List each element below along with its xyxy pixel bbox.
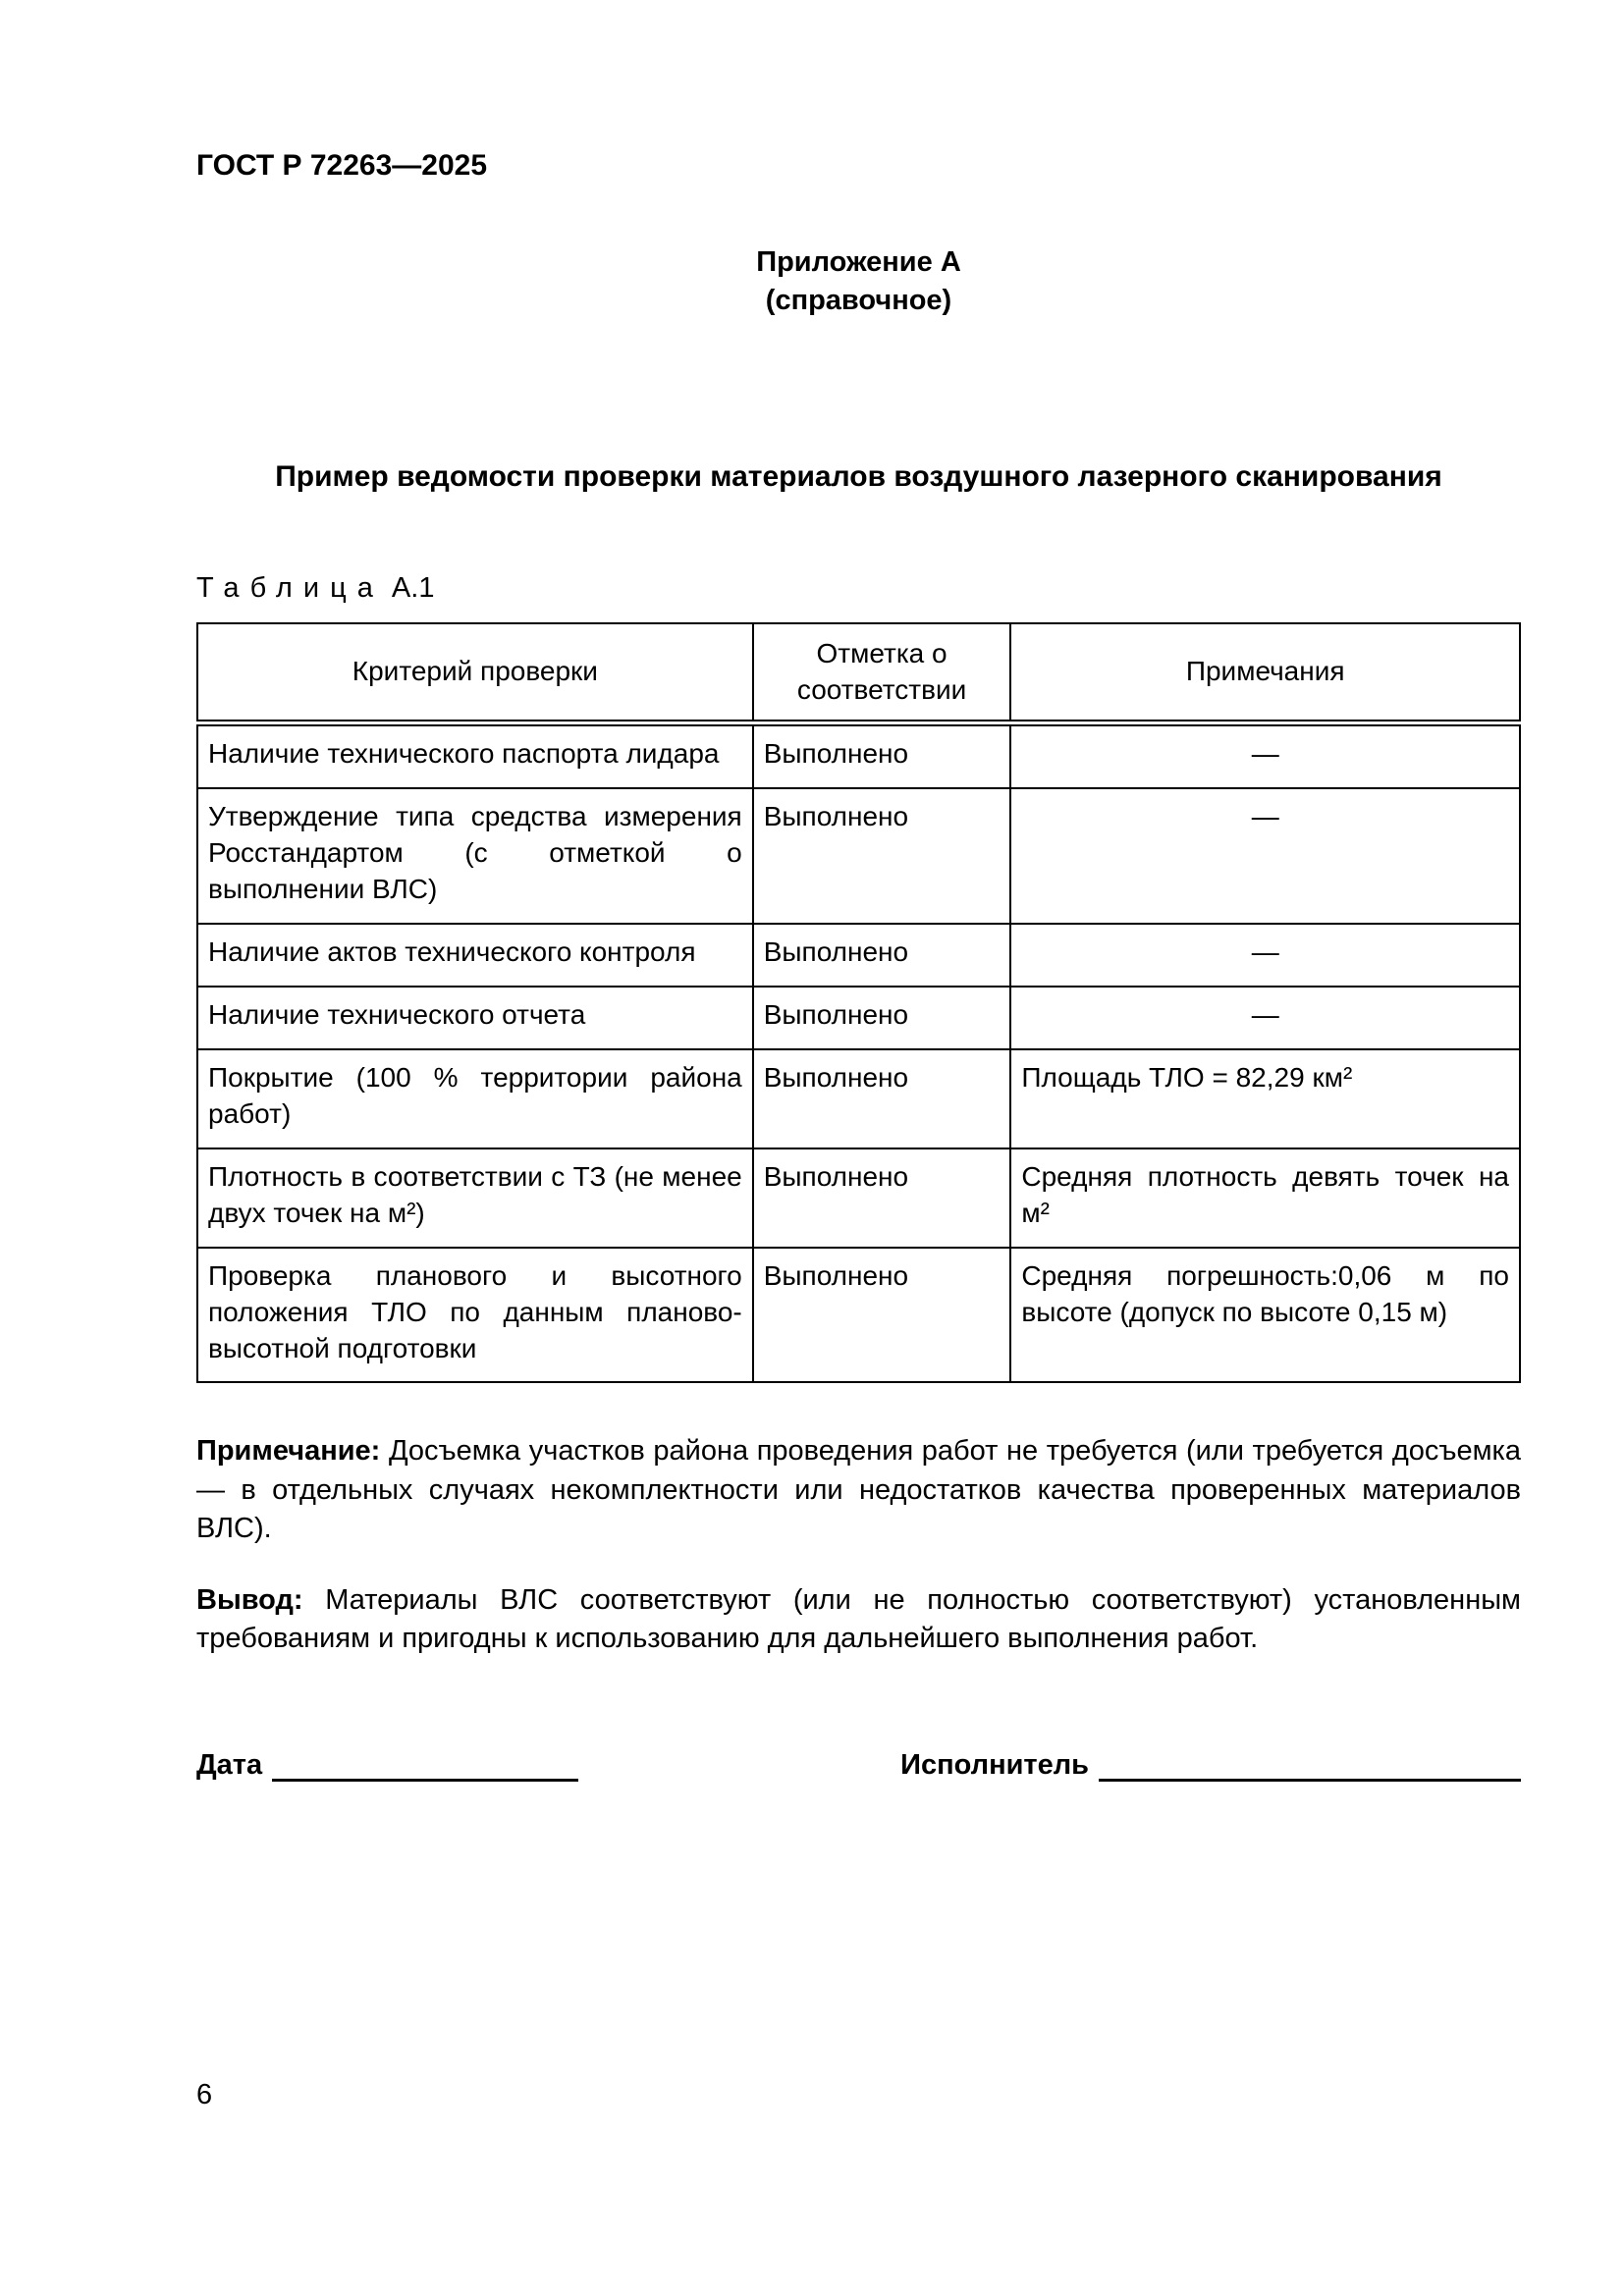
cell-mark: Выполнено <box>753 924 1011 987</box>
appendix-title: Приложение А <box>756 246 961 278</box>
date-blank-line <box>272 1748 578 1782</box>
cell-mark: Выполнено <box>753 1049 1011 1148</box>
cell-criterion: Проверка планового и высотного положения ТЛО по данным планово-высотной подготовки <box>197 1248 753 1383</box>
cell-note: Средняя погрешность:0,06 м по высоте (допуск по высоте 0,15 м) <box>1010 1248 1520 1383</box>
cell-mark: Выполнено <box>753 788 1011 924</box>
table-header-row <box>197 623 1520 722</box>
signature-row <box>196 1748 1521 1782</box>
table-row <box>197 788 1520 924</box>
page-title: Пример ведомости проверки материалов воздушного лазерного сканирования <box>275 460 1442 494</box>
cell-note: — <box>1010 723 1520 788</box>
executor-blank-line <box>1099 1748 1521 1782</box>
appendix-subtitle: (справочное) <box>765 285 952 317</box>
note-label: Примечание: <box>196 1435 381 1468</box>
table-caption-label: Таблица <box>196 572 384 605</box>
cell-criterion: Покрытие (100 % территории района работ) <box>197 1049 753 1148</box>
cell-mark: Выполнено <box>753 1148 1011 1248</box>
table-row <box>197 723 1520 788</box>
cell-criterion: Наличие технического паспорта лидара <box>197 723 753 788</box>
cell-criterion: Наличие технического отчета <box>197 987 753 1049</box>
conclusion-paragraph <box>196 1581 1521 1658</box>
note-paragraph <box>196 1432 1521 1547</box>
cell-criterion: Наличие актов технического контроля <box>197 924 753 987</box>
page-number: 6 <box>196 2079 213 2110</box>
table-row <box>197 987 1520 1049</box>
table-caption-number: А.1 <box>391 572 435 605</box>
verification-table <box>196 622 1521 1383</box>
table-caption <box>196 572 1521 605</box>
date-label: Дата <box>196 1749 263 1782</box>
cell-note: Площадь ТЛО = 82,29 км² <box>1010 1049 1520 1148</box>
executor-label: Исполнитель <box>900 1749 1089 1782</box>
column-header-notes: Примечания <box>1010 623 1520 722</box>
column-header-mark: Отметка о соответствии <box>753 623 1011 722</box>
date-field <box>196 1748 578 1782</box>
table-row <box>197 1248 1520 1383</box>
executor-field <box>900 1748 1521 1782</box>
cell-note: — <box>1010 924 1520 987</box>
note-text: Досъемка участков района проведения работ не требуется (или требуется досъемка — в отдельных случаях некомплектности или недостатков качества проверенных материалов ВЛС). <box>196 1435 1522 1544</box>
cell-criterion: Утверждение типа средства измерения Росстандартом (с отметкой о выполнении ВЛС) <box>197 788 753 924</box>
cell-mark: Выполнено <box>753 1248 1011 1383</box>
cell-note: — <box>1010 987 1520 1049</box>
conclusion-text: Материалы ВЛС соответствуют (или не полностью соответствуют) установленным требованиям и пригодны к использованию для дальнейшего выполнения работ. <box>196 1583 1521 1655</box>
doc-header: ГОСТ Р 72263—2025 <box>196 149 488 182</box>
appendix-heading <box>196 243 1521 320</box>
cell-note: Средняя плотность девять точек на м² <box>1010 1148 1520 1248</box>
cell-note: — <box>1010 788 1520 924</box>
column-header-criterion: Критерий проверки <box>197 623 753 722</box>
table-row <box>197 1049 1520 1148</box>
table-row <box>197 924 1520 987</box>
conclusion-label: Вывод: <box>196 1583 303 1616</box>
cell-mark: Выполнено <box>753 987 1011 1049</box>
cell-mark: Выполнено <box>753 723 1011 788</box>
cell-criterion: Плотность в соответствии с ТЗ (не менее двух точек на м²) <box>197 1148 753 1248</box>
table-row <box>197 1148 1520 1248</box>
